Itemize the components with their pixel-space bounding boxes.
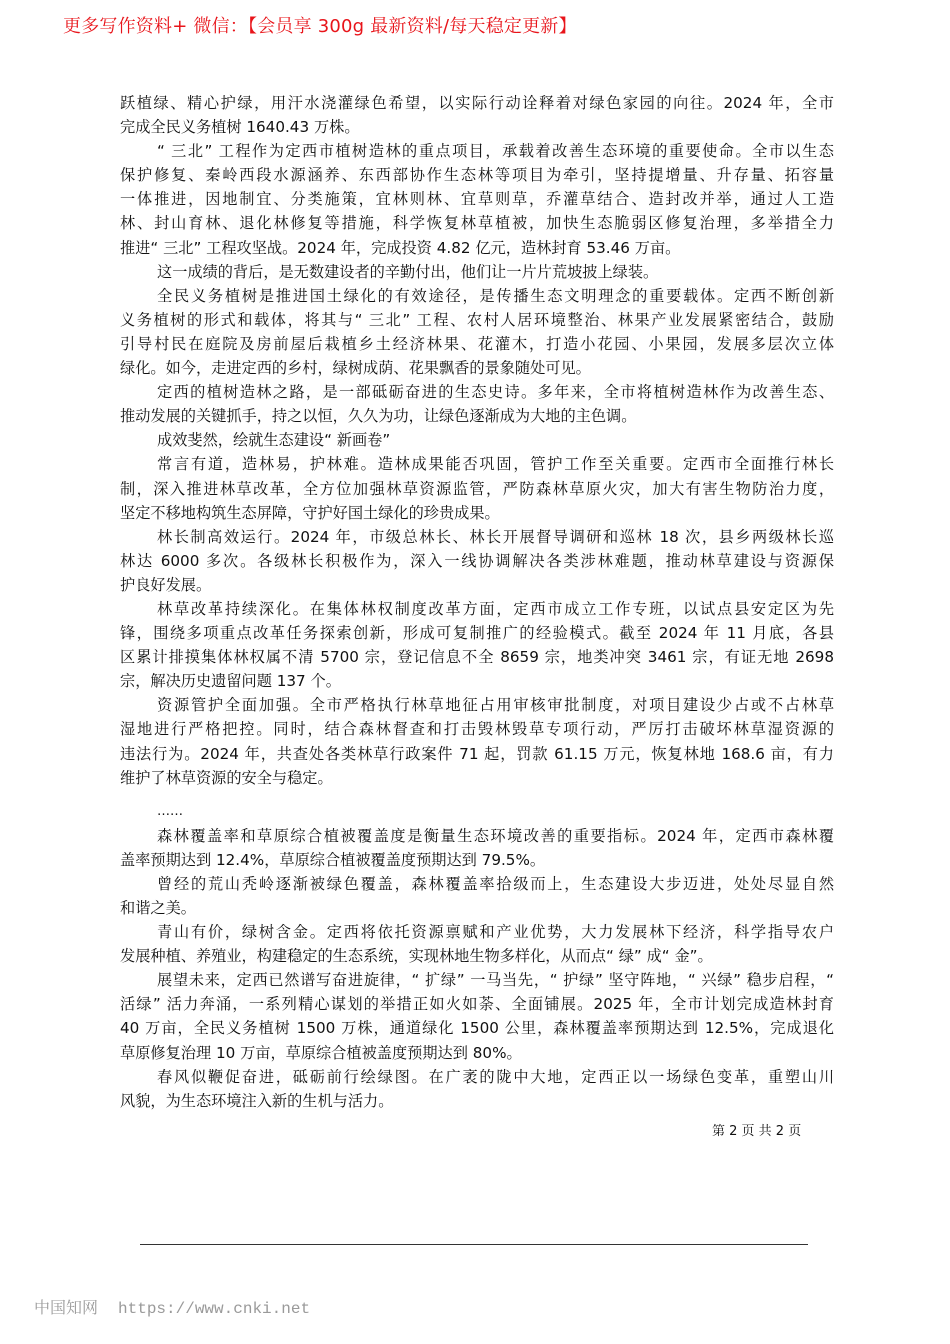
text-line: 区累计排摸集体林权属不清 5700 宗，登记信息不全 8659 宗，地类冲突 3461 宗，有证无地 2698 (120, 648, 834, 667)
text-line: 定西的植树造林之路，是一部砥砺奋进的生态史诗。多年来，全市将植树造林作为改善生态、 (157, 383, 834, 402)
text-line: 林草改革持续深化。在集体林权制度改革方面，定西市成立工作专班，以试点县安定区为先 (157, 599, 834, 618)
text-line: 义务植树的形式和载体，将其与“ 三北” 工程、农村人居环境整治、林果产业发展紧密结合，鼓励 (120, 310, 834, 329)
text-line: 和谐之美。 (120, 899, 196, 917)
text-line: 完成全民义务植树 1640.43 万株。 (120, 118, 360, 137)
text-line: 活绿” 活力奔涌，一系列精心谋划的举措正如火如荼、全面铺展。2025 年，全市计划完成造林封育 (120, 995, 834, 1014)
text-line: 保护修复、秦岭西段水源涵养、东西部协作生态林等项目为牵引，坚持提增量、升存量、拓容量 (120, 166, 834, 185)
text-line: 全民义务植树是推进国土绿化的有效途径，是传播生态文明理念的重要载体。定西不断创新 (157, 286, 834, 305)
text-line: 林长制高效运行。2024 年，市级总林长、林长开展督导调研和巡林 18 次，县乡两级林长巡 (157, 527, 834, 546)
text-line: 湿地进行严格把控。同时，结合森林督查和打击毁林毁草专项行动，严厉打击破坏林草湿资源的 (120, 720, 834, 739)
spacer (120, 790, 834, 800)
text-line: 资源管护全面加强。全市严格执行林草地征占用审核审批制度，对项目建设少占或不占林草 (157, 696, 834, 715)
text-line: 发展种植、养殖业，构建稳定的生态系统，实现林地生物多样化，从而点“ 绿” 成“ 金”。 (120, 947, 713, 966)
text-line: 制，深入推进林草改革，全方位加强林草资源监管，严防森林草原火灾，加大有害生物防治力度， (120, 479, 834, 498)
footer-url[interactable]: https://www.cnki.net (118, 1300, 311, 1318)
body-block-1 (120, 91, 834, 790)
promo-banner: 更多写作资料+ 微信：【会员享 300g 最新资料/每天稳定更新】 (63, 16, 577, 37)
page-number: 第 2 页 共 2 页 (712, 1124, 802, 1139)
text-line: 常言有道，造林易，护林难。造林成果能否巩固，管护工作至关重要。定西市全面推行林长 (157, 455, 834, 474)
footer-divider (140, 1244, 808, 1245)
text-line: 跃植绿、精心护绿，用汗水浇灌绿色希望，以实际行动诠释着对绿色家园的向往。2024 年，全市 (120, 94, 834, 112)
text-line: 护良好发展。 (120, 575, 212, 594)
text-line: 这一成绩的背后，是无数建设者的辛勤付出，他们让一片片荒坡披上绿装。 (157, 262, 659, 281)
text-line: 盖率预期达到 12.4%，草原综合植被覆盖度预期达到 79.5%。 (120, 850, 546, 869)
text-line: 青山有价，绿树含金。定西将依托资源禀赋和产业优势，大力发展林下经济，科学指导农户 (157, 923, 834, 942)
text-line: 成效斐然，绘就生态建设“ 新画卷” (157, 431, 391, 450)
text-line: 展望未来，定西已然谱写奋进旋律，“ 扩绿” 一马当先，“ 护绿” 坚守阵地，“ 兴绿” 稳步启程，“ (157, 971, 834, 990)
text-line: 春风似鞭促奋进，砥砺前行绘绿图。在广袤的陇中大地，定西正以一场绿色变革，重塑山川 (157, 1067, 834, 1086)
ellipsis: …… (157, 803, 183, 819)
text-line: 一体推进，因地制宜、分类施策，宜林则林、宜草则草，乔灌草结合、造封改并举，通过人工造 (120, 190, 834, 209)
footer-brand: 中国知网 (34, 1298, 99, 1317)
text-line: 风貌，为生态环境注入新的生机与活力。 (120, 1091, 394, 1110)
text-line: 推进“ 三北” 工程攻坚战。2024 年，完成投资 4.82 亿元，造林封育 53.46 万亩。 (120, 238, 681, 257)
text-line: 森林覆盖率和草原综合植被覆盖度是衡量生态环境改善的重要指标。2024 年，定西市森林覆 (157, 826, 834, 845)
text-line: 推动发展的关键抓手，持之以恒，久久为功，让绿色逐渐成为大地的主色调。 (120, 407, 637, 426)
text-line: 曾经的荒山秃岭逐渐被绿色覆盖，森林覆盖率拾级而上，生态建设大步迈进，处处尽显自然 (157, 874, 834, 893)
text-line: “ 三北” 工程作为定西市植树造林的重点项目，承载着改善生态环境的重要使命。全市以生态 (157, 142, 834, 161)
text-line: 引导村民在庭院及房前屋后栽植乡土经济林果、花灌木，打造小花园、小果园，发展多层次立体 (120, 334, 834, 353)
text-line: 草原修复治理 10 万亩，草原综合植被盖度预期达到 80%。 (120, 1043, 522, 1062)
text-line: 绿化。如今，走进定西的乡村，绿树成荫、花果飘香的景象随处可见。 (120, 359, 591, 378)
text-line: 40 万亩，全民义务植树 1500 万株，通道绿化 1500 公里，森林覆盖率预期达到 12.5%，完成退化 (120, 1019, 834, 1038)
text-line: 林、封山育林、退化林修复等措施，科学恢复林草植被，加快生态脆弱区修复治理，多举措全力 (120, 214, 834, 233)
text-line: 维护了林草资源的安全与稳定。 (120, 768, 333, 787)
text-line: 林达 6000 多次。各级林长积极作为，深入一线协调解决各类涉林难题，推动林草建设与资源保 (120, 551, 834, 570)
text-line: 违法行为。2024 年，共查处各类林草行政案件 71 起，罚款 61.15 万元，恢复林地 168.6 亩，有力 (120, 744, 834, 763)
text-line: 坚定不移地构筑生态屏障，守护好国土绿化的珍贵成果。 (120, 503, 500, 522)
text-line: 宗，解决历史遗留问题 137 个。 (120, 672, 341, 691)
text-line: 锋，围绕多项重点改革任务探索创新，形成可复制推广的经验模式。截至 2024 年 11 月底，各县 (120, 624, 834, 643)
body-block-2 (120, 824, 834, 1113)
footer (34, 1295, 310, 1318)
article-body (120, 91, 834, 1113)
